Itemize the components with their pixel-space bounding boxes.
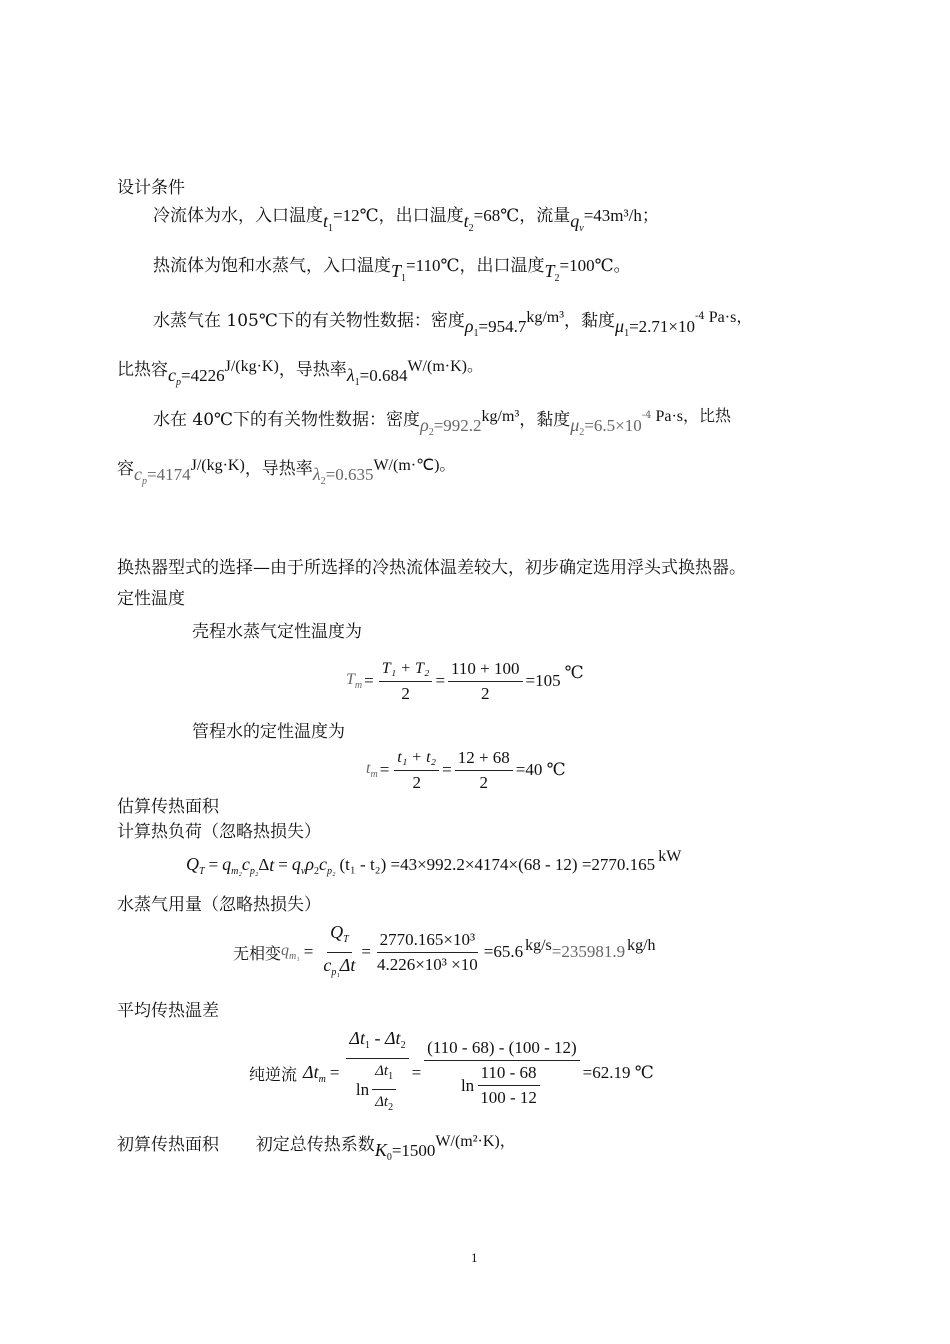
- heading-qualitative-temp: 定性温度: [117, 589, 185, 609]
- page-number: 1: [471, 1250, 478, 1265]
- tube-side-label: 管程水的定性温度为: [192, 722, 345, 742]
- equation-tm: $t_m$ = $\frac{\text{t₁ + t₂}}{2}$ = $\frac{12 + 68}{2}$ =40 ℃: [366, 747, 566, 792]
- heading-mean-temp-diff: 平均传热温差: [117, 1001, 219, 1021]
- heading-heat-load: 计算热负荷（忽略热损失）: [117, 822, 321, 842]
- initial-area-line: 初算传热面积 初定总传热系数$K_0=1500W/(m^2\cdot K)$，: [117, 1133, 516, 1163]
- cold-fluid-line: 冷流体为水，入口温度$t_1=12℃$，出口温度$t_2=68℃$，流量$q_v=43m^3/h$；: [153, 206, 659, 234]
- water-props-line-1: 水在 40℃下的有关物性数据：密度$\rho_2=992.2kg/m^3$，黏度$\mu_2=6.5\times 10^{-4}$ Pa·s，比热: [153, 408, 732, 438]
- heading-design-conditions: 设计条件: [117, 178, 185, 198]
- water-props-line-2: 容$c_p=4174J/(kg\cdot K)$，导热率$\lambda_2=0.635W/(m\cdot℃)$。: [117, 457, 456, 487]
- exchanger-choice-text: 换热器型式的选择—由于所选择的冷热流体温差较大，初步确定选用浮头式换热器。: [117, 558, 746, 578]
- shell-side-label: 壳程水蒸气定性温度为: [192, 622, 362, 642]
- steam-props-line-2: 比热容$c_p=4226J/(kg\cdot K)$，导热率$\lambda_1=0.684W/(m\cdot K)$。: [117, 358, 483, 388]
- hot-fluid-line: 热流体为饱和水蒸气，入口温度$T_1=110℃$，出口温度$T_2=100℃$。: [153, 256, 631, 284]
- equation-mean-temp-diff: 纯逆流 $\Delta t_m$ = $\Delta t_1 - \Delta t_2$ ln $\frac{\Delta t_1}{\Delta t_2}$ = (110 - 68) - (100 - 12) ln $\frac{110 - 68}{100 - 12}$ =62.19 ℃: [249, 1028, 654, 1113]
- heading-steam-amount: 水蒸气用量（忽略热损失）: [117, 895, 321, 915]
- heading-estimate-area: 估算传热面积: [117, 797, 219, 817]
- equation-heat-load: $Q_T$ = $q_{m_2}c_{p_2}$ Δ t = $q_v\rho_2c_{p_2}$ (t₁ - t₂) =43×992.2×4174×(68 - 12) =2770.165 kW: [186, 848, 682, 877]
- steam-props-line-1: 水蒸气在 105℃下的有关物性数据：密度$\rho_1=954.7kg/m^3$，黏度$\mu_1=2.71\times 10^{-4}$ Pa·s，: [153, 309, 753, 339]
- equation-Tm: $T_m$ = $\frac{\text{T₁ + T₂}}{2}$ = $\frac{110 + 100}{2}$ =105 ℃: [346, 658, 584, 703]
- equation-steam-mass-flow: 无相变 $q_{m_1}$ = $\frac{Q_T}{c_{p_1}\Delta t}$ = $\frac{\text{2770.165×10³}}{\text{4.226×10³ ×10}}$ =65.6 kg/s =235981.9 kg/h: [233, 921, 656, 978]
